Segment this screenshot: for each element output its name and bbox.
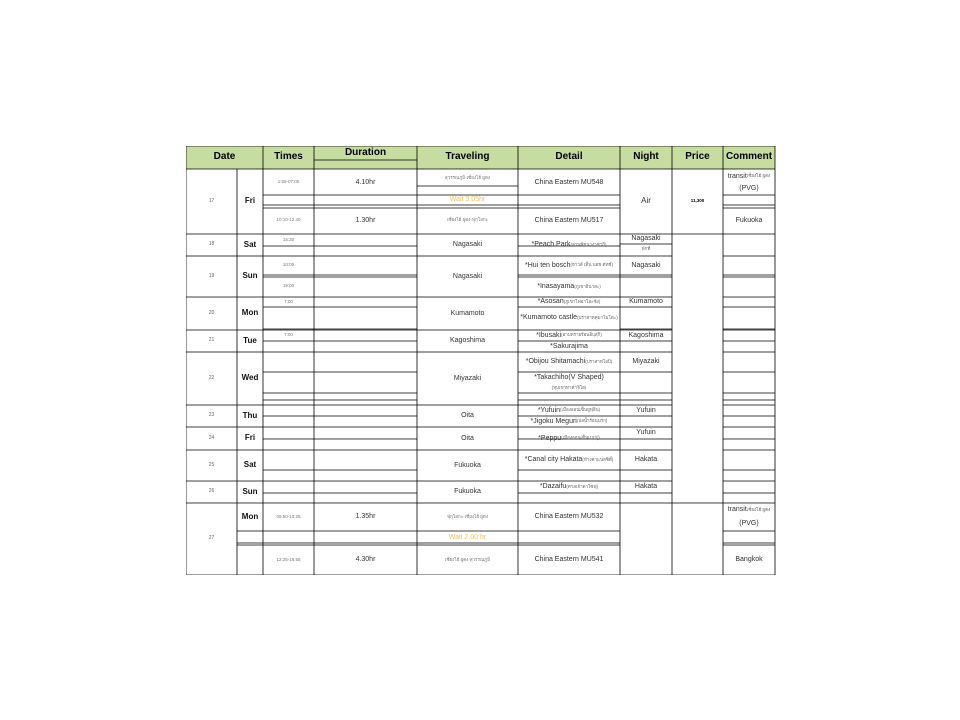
header-traveling: Traveling	[445, 151, 490, 163]
flight-detail: China Eastern MU541	[534, 556, 604, 564]
weekday: Tue	[243, 335, 257, 345]
destination: Fukuoka	[454, 488, 481, 496]
attraction-thai: (ภูเขาไฟอาโสะซัง)	[563, 298, 601, 304]
attraction-thai: (ศาลเจ้าดาไซฟุ)	[566, 483, 599, 489]
attraction-thai: (ปราสาทโอบิ)	[585, 358, 613, 364]
duration: 4.10hr	[355, 178, 376, 186]
destination: Kumamoto	[450, 309, 485, 317]
comment-text: transit	[727, 506, 747, 514]
attraction	[518, 450, 620, 470]
destination: Kagoshima	[449, 337, 486, 345]
weekday: Mon	[241, 308, 259, 318]
weekday: Sat	[243, 460, 257, 470]
weekday: Mon	[241, 511, 259, 521]
weekday: Sun	[242, 271, 258, 281]
attraction	[518, 372, 620, 393]
wait-time: Wait 3.05hr	[449, 196, 486, 204]
time: 19:00	[282, 282, 295, 288]
header-detail: Detail	[555, 151, 583, 163]
comment: Fukuoka	[735, 216, 763, 224]
attraction-thai: (เมืองออนเซ็นเบปปุ)	[561, 435, 600, 441]
comment-sub: เซี่ยงไฮ้ ผูตง	[746, 172, 771, 178]
route-thai: เซี่ยงไฮ้ ผูตง-ฟุกุโอกะ	[446, 217, 489, 223]
weekday: Sat	[243, 239, 257, 249]
attraction-name: *Canal city Hakata	[524, 456, 583, 464]
attraction-name: *Kumamoto castle	[520, 314, 578, 322]
time: 7:00	[284, 331, 293, 337]
attraction	[518, 405, 620, 416]
attraction-thai: (สวนพีชนางาซากิ)	[570, 241, 607, 247]
date-number: 17	[208, 197, 215, 204]
header-comment: Comment	[725, 151, 773, 163]
comment-tail: (PVG)	[739, 520, 759, 528]
comment-tail: (PVG)	[739, 185, 759, 193]
comment: Bangkok	[735, 556, 763, 564]
weekday: Fri	[244, 433, 256, 443]
time-range: 12:25-15:55	[276, 556, 301, 562]
attraction-thai: (ปราสาทคุมาโมโตะ)	[577, 314, 618, 320]
night-stay: Yufuin	[636, 429, 656, 437]
attraction-name: *Peppu	[538, 434, 562, 442]
attraction-name: *Hui ten bosch	[525, 261, 571, 269]
date-number: 21	[208, 337, 215, 344]
attraction-name: *Asosan	[537, 298, 564, 306]
attraction	[518, 416, 620, 427]
comment-text: transit	[727, 172, 747, 180]
attraction-name: *Obijou Shitamachi	[525, 358, 586, 366]
flight-detail: China Eastern MU548	[534, 178, 604, 186]
night-stay: Hakata	[634, 456, 658, 464]
header-date: Date	[213, 151, 236, 163]
destination: Oita	[461, 412, 474, 420]
attraction-thai: (ห้างคาแนลซิตี้)	[582, 456, 614, 462]
date-number: 19	[208, 272, 215, 279]
attraction	[518, 307, 620, 329]
attraction	[518, 481, 620, 493]
night-stay: Miyazaki	[632, 358, 660, 366]
attraction	[518, 234, 620, 256]
time: 7:00	[284, 298, 293, 304]
time-range: 09:50-10:25	[276, 513, 301, 519]
destination: Fukuoka	[454, 461, 481, 469]
header-night: Night	[633, 151, 659, 163]
attraction-name: *Jigoku Meguri	[530, 417, 577, 425]
night-stay: Hakata	[634, 483, 658, 491]
date-number: 18	[208, 241, 215, 248]
route-thai: สุวรรณภูมิ-เซี่ยงไฮ้ ผูตง	[444, 174, 491, 180]
weekday: Fri	[244, 196, 256, 206]
attraction-thai: (บ่อน้ำร้อนนรก)	[576, 418, 608, 424]
attraction	[518, 277, 620, 297]
date-number: 25	[208, 461, 215, 468]
date-number: 22	[208, 374, 215, 381]
attraction-thai: (ฮาวส์ เท็น บอช ดัทช์)	[570, 262, 613, 268]
header-times: Times	[274, 151, 303, 163]
attraction-thai: (ภูเขาอินาสะ)	[574, 283, 601, 289]
time-range: 10:10-12:40	[276, 217, 301, 223]
attraction-name: *Peach Park	[531, 241, 571, 249]
night-stay: Nagasaki	[631, 235, 661, 243]
duration: 1.30hr	[355, 216, 376, 224]
attraction-name: *Inasayama	[537, 283, 575, 291]
date-number: 24	[208, 434, 215, 441]
date-number: 20	[208, 309, 215, 316]
time: 15:30	[282, 236, 295, 242]
header-duration: Duration	[344, 146, 387, 158]
night-note: พักที่	[641, 245, 651, 251]
attraction	[518, 427, 620, 450]
destination: Miyazaki	[453, 374, 482, 382]
attraction: *Sakurajima	[550, 342, 588, 350]
weekday: Sun	[242, 486, 258, 496]
route-thai: ฟุกุโอกะ-เซี่ยงไฮ้ ผูตง	[446, 513, 489, 519]
night-stay: Kagoshima	[628, 331, 664, 339]
weekday: Thu	[242, 410, 258, 420]
attraction	[518, 330, 620, 341]
night-stay: Nagasaki	[631, 261, 661, 269]
destination: Nagasaki	[452, 272, 483, 280]
destination: Oita	[461, 434, 474, 442]
attraction-thai: (หุบเขาทาคาจิโฮ)	[551, 385, 587, 391]
wait-time: Wait 2.00 hr	[448, 533, 487, 541]
comment	[723, 170, 775, 195]
flight-detail: China Eastern MU532	[534, 513, 604, 521]
flight-detail: China Eastern MU517	[534, 216, 604, 224]
price: 11,300	[690, 198, 705, 204]
route-thai: เซี่ยงไฮ้ ผูตง-สุวรรณภูมิ	[444, 556, 491, 562]
attraction-name: *Yufuin	[537, 406, 561, 414]
attraction-name: *Dazaifu	[539, 483, 567, 491]
attraction	[518, 297, 620, 307]
night-stay: Yufuin	[636, 406, 656, 414]
itinerary-sheet	[186, 146, 776, 575]
weekday: Wed	[241, 373, 259, 383]
date-number: 26	[208, 488, 215, 495]
time-range: 1:55-07:05	[277, 179, 300, 185]
comment	[723, 503, 775, 531]
night-stay: Kumamoto	[629, 298, 663, 306]
header-price: Price	[685, 151, 710, 163]
time: 10:00	[282, 262, 295, 268]
destination: Nagasaki	[452, 241, 483, 249]
date-number: 23	[208, 412, 215, 419]
attraction-thai: (อาบทรายร้อนอิบุสุกิ)	[561, 332, 602, 338]
attraction-name: *Ibusaki	[536, 331, 562, 339]
attraction	[518, 256, 620, 275]
attraction-thai: (เมืองออนเซ็นยูฟุอิน)	[560, 407, 601, 413]
duration: 4.30hr	[355, 556, 376, 564]
attraction-name: *Takachiho(V Shaped)	[534, 374, 604, 382]
date-number: 27	[208, 535, 215, 542]
duration: 1.35hr	[355, 513, 376, 521]
comment-sub: เซี่ยงไฮ้ ผูตง	[746, 506, 771, 512]
night-stay: Air	[641, 196, 651, 206]
attraction	[518, 352, 620, 372]
